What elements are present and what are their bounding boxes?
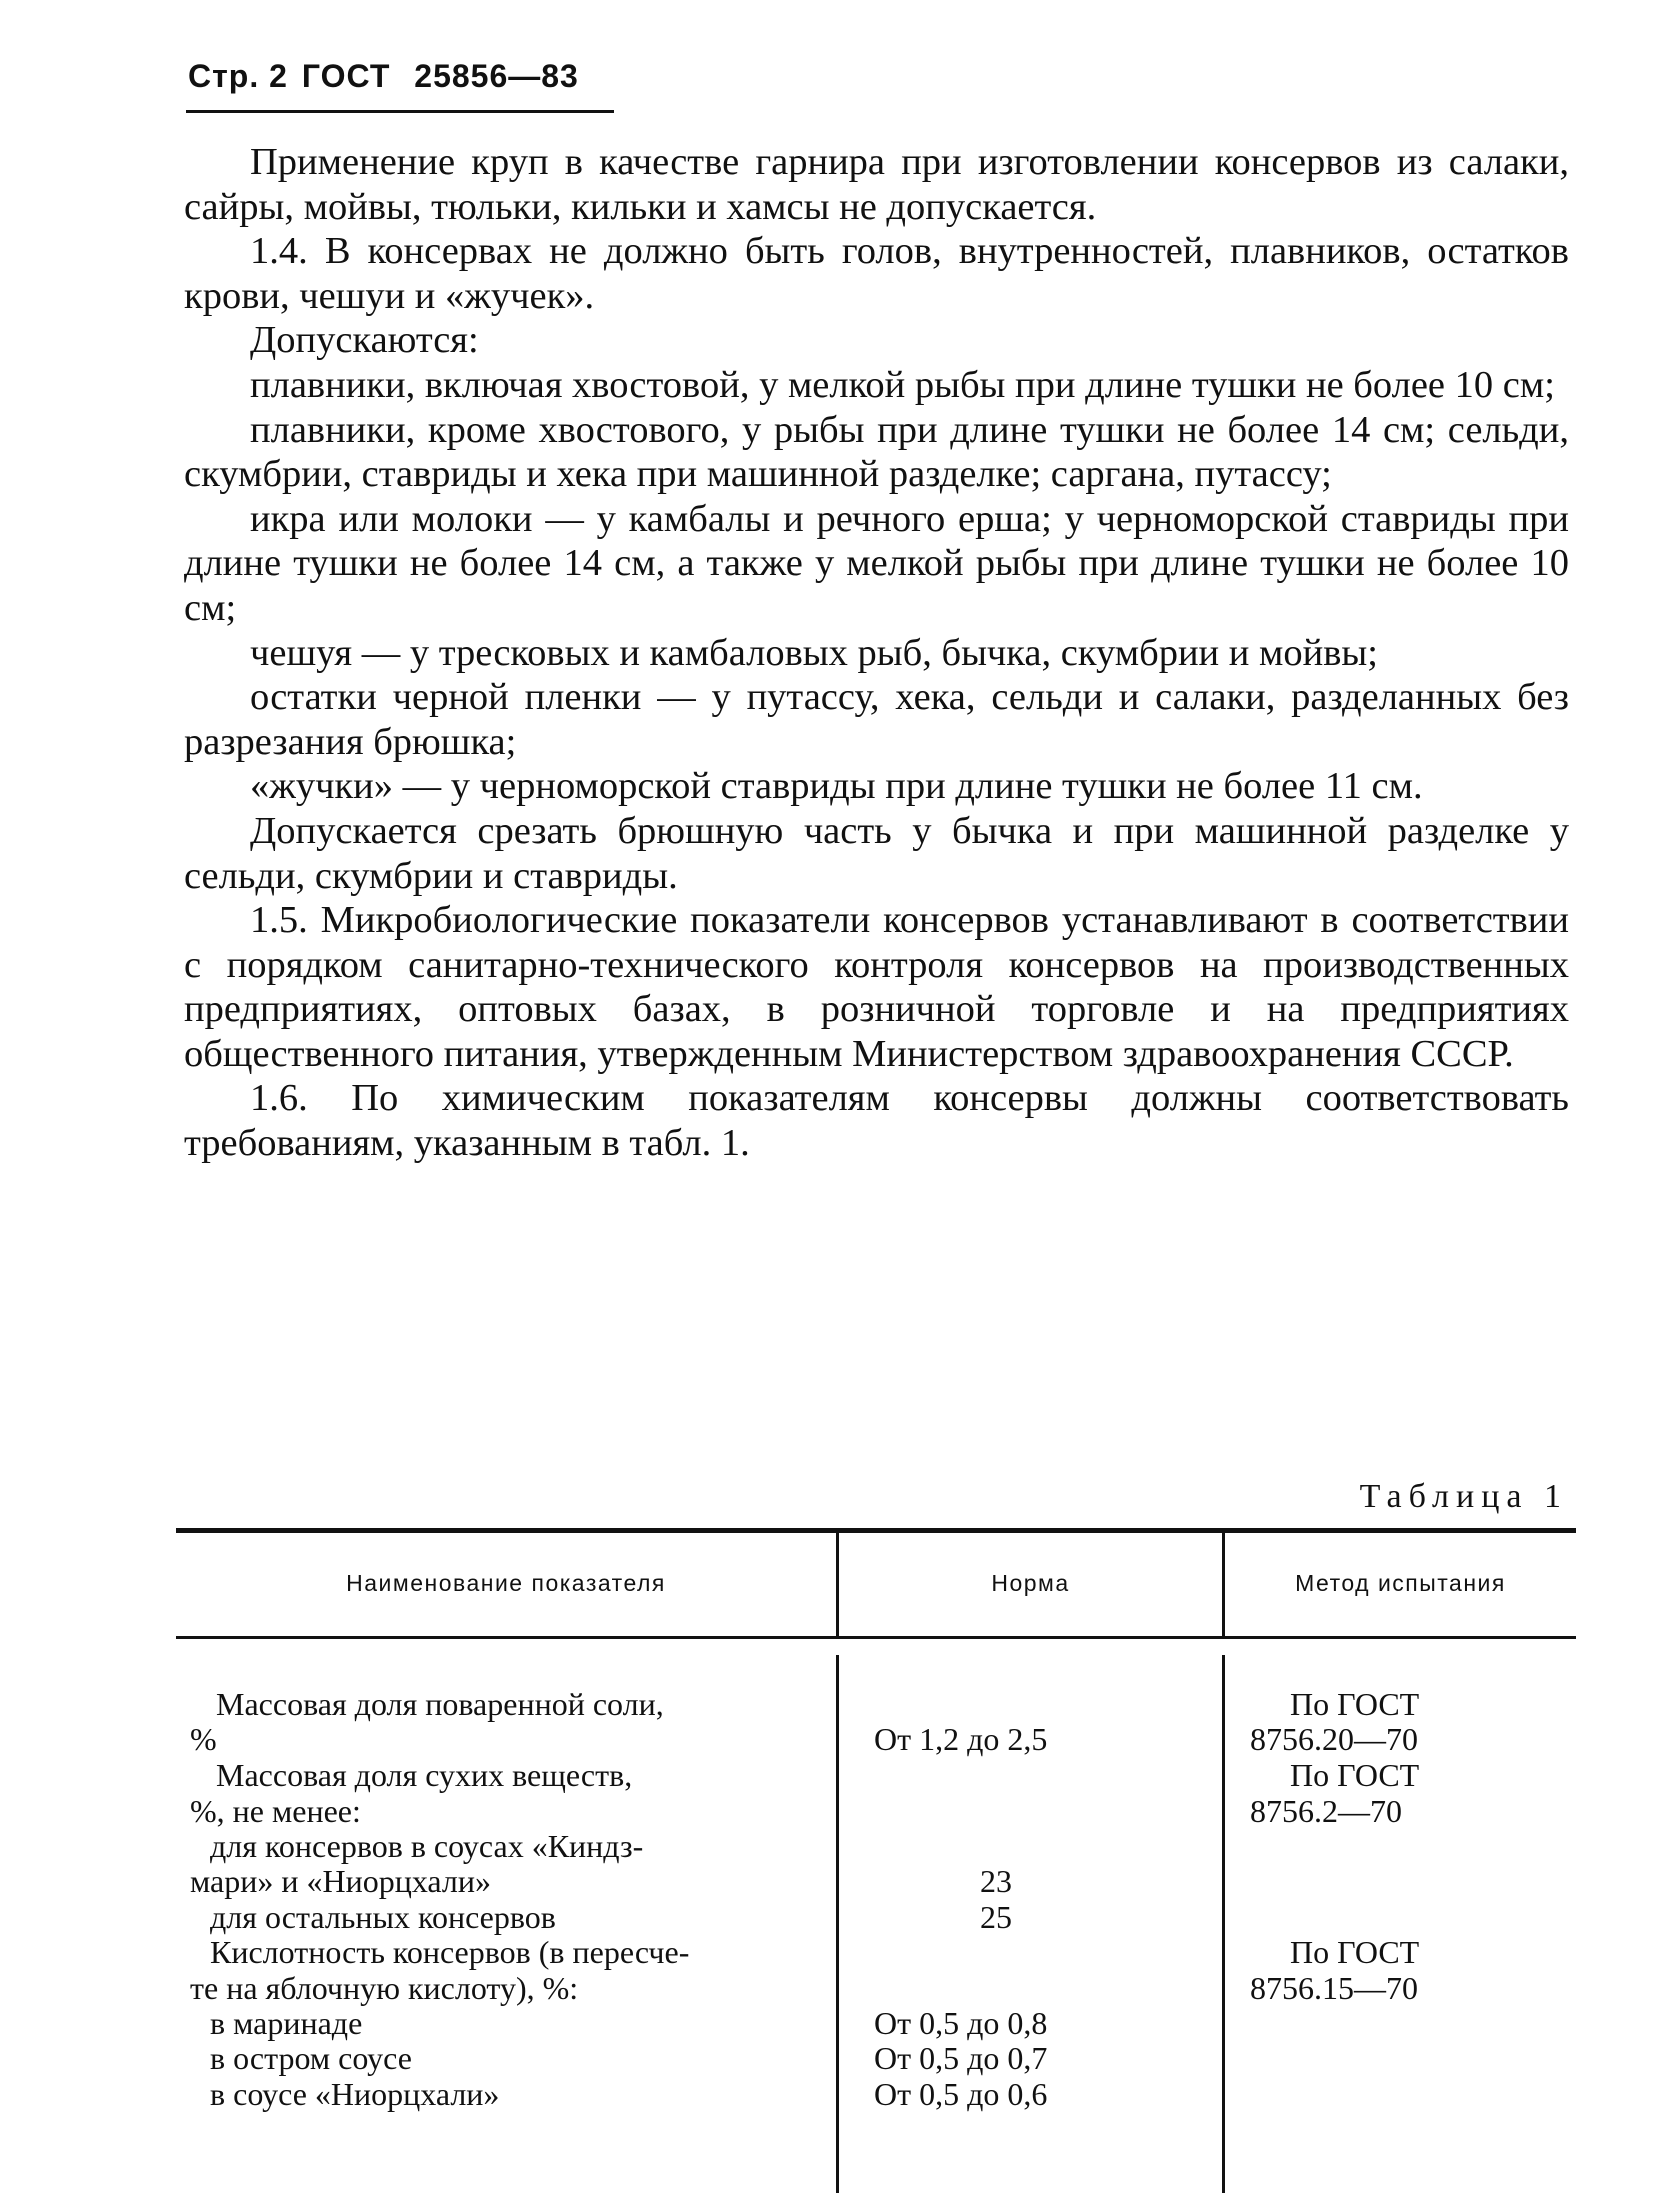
table-cell-indicator: в маринаде (210, 2005, 363, 2041)
page-number-label: Стр. 2 (188, 58, 288, 94)
page-header (188, 58, 593, 95)
table-cell-norm: От 0,5 до 0,8 (874, 2005, 1048, 2041)
table-header-method: Метод испытания (1295, 1570, 1506, 1596)
table-cell-method: По ГОСТ (1290, 1934, 1420, 1970)
header-underline (186, 110, 614, 113)
table-cell-indicator: мари» и «Ниорцхали» (190, 1863, 491, 1899)
table-cell-indicator: для остальных консервов (210, 1899, 556, 1935)
table-column-divider (1222, 1655, 1225, 2193)
paragraph-allowed: Допускаются: (250, 319, 479, 362)
paragraph-belly-cut: Допускается срезать брюшную часть у бычка и при машинной разделке у сельди, скумбрии и ставриды. (184, 809, 1569, 897)
paragraph-cereals: Применение круп в качестве гарнира при изготовлении консервов из салаки, сайры, мойвы, тюльки, кильки и хамсы не допускается. (184, 141, 1569, 228)
table-cell-indicator: в соусе «Ниорцхали» (210, 2076, 500, 2112)
table-cell-norm: От 0,5 до 0,7 (874, 2040, 1048, 2076)
body-text (184, 140, 1569, 1166)
table-column-divider (836, 1655, 839, 2193)
gost-number: 25856—83 (414, 58, 579, 94)
table-cell-method: По ГОСТ (1290, 1686, 1420, 1722)
paragraph-1-4: 1.4. В консервах не должно быть голов, внутренностей, плавников, остатков крови, чешуи и «жучек». (184, 230, 1569, 317)
table-cell-indicator: % (190, 1721, 217, 1757)
paragraph-1-5: 1.5. Микробиологические показатели консервов устанавливают в соответствии с порядком санитарно-технического контроля консервов на производственных предприятиях, оптовых базах, в розничной торговле и на предприятиях общественного питания, утвержденным Министерством здравоохранения СССР. (184, 899, 1569, 1075)
table-header-rule (176, 1636, 1576, 1639)
table-cell-norm: От 1,2 до 2,5 (874, 1721, 1048, 1757)
table-cell-method: По ГОСТ (1290, 1757, 1420, 1793)
table-cell-norm: 25 (980, 1899, 1012, 1935)
paragraph-roe: икра или молоки — у камбалы и речного ерша; у черноморской ставриды при длине тушки не более 14 см, а также у мелкой рыбы при длине тушки не более 10 см; (184, 497, 1569, 629)
table-cell-indicator: Кислотность консервов (в пересче- (210, 1934, 690, 1970)
table-cell-indicator: для консервов в соусах «Киндз- (210, 1828, 644, 1864)
table-cell-indicator: Массовая доля поваренной соли, (216, 1686, 664, 1722)
table-cell-indicator: Массовая доля сухих веществ, (216, 1757, 633, 1793)
paragraph-scales: чешуя — у тресковых и камбаловых рыб, бычка, скумбрии и мойвы; (250, 631, 1378, 674)
table-cell-method: 8756.15—70 (1250, 1970, 1418, 2006)
table-cell-method: 8756.2—70 (1250, 1793, 1402, 1829)
table-caption: Таблица 1 (1359, 1478, 1568, 1515)
table-top-rule (176, 1528, 1576, 1533)
paragraph-fins: плавники, кроме хвостового, у рыбы при длине тушки не более 14 см; сельди, скумбрии, ставриды и хека при машинной разделке; саргана, путассу; (184, 408, 1569, 496)
paragraph-zhuchki: «жучки» — у черноморской ставриды при длине тушки не более 11 см. (250, 765, 1423, 808)
table-header-indicator: Наименование показателя (346, 1570, 666, 1596)
gost-label: ГОСТ (301, 58, 391, 94)
table-cell-indicator: %, не менее: (190, 1793, 361, 1829)
paragraph-1-6: 1.6. По химическим показателям консервы должны соответствовать требованиям, указанным в табл. 1. (184, 1077, 1569, 1165)
table-cell-indicator: те на яблочную кислоту), %: (190, 1970, 579, 2006)
table-cell-indicator: в остром соусе (210, 2040, 412, 2076)
table-cell-norm: От 0,5 до 0,6 (874, 2076, 1048, 2112)
table-cell-norm: 23 (980, 1863, 1012, 1899)
paragraph-fins-tail: плавники, включая хвостовой, у мелкой рыбы при длине тушки не более 10 см; (250, 363, 1555, 406)
table-header-norm: Норма (991, 1570, 1070, 1596)
table-cell-method: 8756.20—70 (1250, 1721, 1418, 1757)
paragraph-black-film: остатки черной пленки — у путассу, хека, сельди и салаки, разделанных без разрезания брюшка; (184, 676, 1569, 763)
